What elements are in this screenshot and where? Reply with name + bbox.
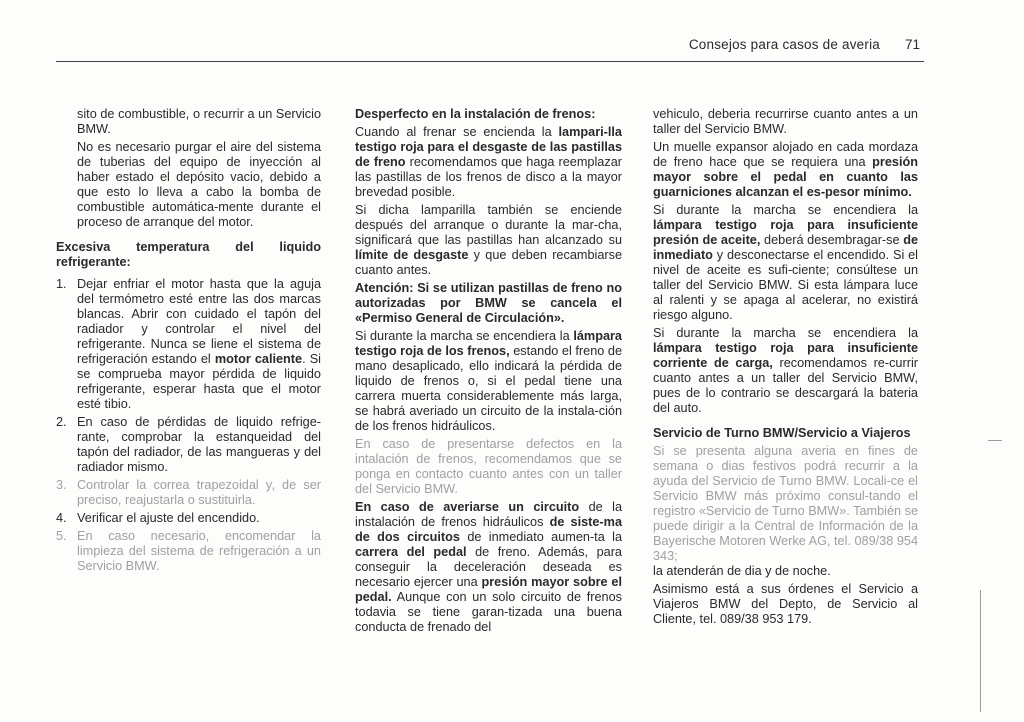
text-bold: de inmediato	[653, 233, 918, 262]
list-item	[56, 511, 321, 526]
text: Si durante la marcha se encendiera la	[653, 203, 918, 217]
list-number: 3.	[56, 478, 67, 492]
text-bold: de siste-ma de dos circuitos	[355, 515, 622, 544]
list-number: 5.	[56, 529, 67, 543]
scan-edge-dash	[988, 440, 1002, 441]
list-item	[56, 277, 321, 412]
paragraph: la atenderán de dia y de noche.	[653, 564, 831, 578]
text-bold: límite de desgaste	[355, 248, 469, 262]
text: y que deben recambiarse cuanto antes.	[355, 248, 623, 277]
list-text: En caso necesario, encomendar la limpieza del sistema de refrigeración a un Servicio BMW.	[77, 529, 321, 573]
text-bold: En caso de averiarse un circuito	[355, 500, 580, 514]
paragraph: Asimismo está a sus órdenes el Servicio a Viajeros BMW del Depto, de Servicio al Cliente, tel. 089/38 953 179.	[653, 582, 918, 626]
text-bold: Atención: Si se utilizan pastillas de freno no autorizadas por BMW se cancela el «Permiso General de Circulación».	[355, 281, 622, 325]
paragraph: vehiculo, deberia recurrirse cuanto antes a un taller del Servicio BMW.	[653, 107, 918, 136]
list-text: Controlar la correa trapezoidal y, de ser preciso, reajustarla o sustituirla.	[77, 478, 321, 507]
text-bold: carrera del pedal	[355, 545, 467, 559]
paragraph	[653, 326, 918, 416]
text-bold: presión mayor sobre el pedal.	[355, 575, 622, 604]
text-bold: lámpara testigo roja de los frenos,	[355, 329, 622, 358]
section-heading: Desperfecto en la instalación de frenos:	[355, 107, 596, 121]
section-heading: Servicio de Turno BMW/Servicio a Viajeros	[653, 426, 911, 440]
text-bold: lámpara testigo roja para insuficiente corriente de carga,	[653, 341, 918, 370]
header-rule	[56, 61, 924, 62]
paragraph: Si se presenta alguna averia en fines de semana o dias festivos podrá recurrir a la ayuda del Servicio de Turno BMW. Locali-ce el Servicio BMW más próximo consul-tando el registro «Servicio de Turno BMW». También se puede dirigir a la Central de Información de la Bayerische Motoren Werke AG, tel. 089/38 954 343;	[653, 444, 918, 563]
text: Si durante la marcha se encendiera la	[653, 326, 918, 340]
paragraph	[653, 140, 918, 200]
text: Aunque con un solo circuito de frenos todavia se tiene garan-tizada una buena conducta de frenado del	[355, 590, 622, 634]
text: Cuando al frenar se encienda la	[355, 125, 559, 139]
text-bold: lámpara testigo roja para insuficiente presión de aceite,	[653, 218, 918, 247]
paragraph	[355, 203, 622, 278]
header-title: Consejos para casos de averia	[688, 37, 880, 52]
text: y desconectarse el encendido. Si el nivel de aceite es sufi-ciente; consúltese un taller del Servicio BMW. Si esta lámpara luce al ralenti y se apaga al acelerar, no existirá riesgo alguno.	[653, 248, 918, 322]
text: recomendamos re-currir cuanto antes a un taller del Servicio BMW, pues de lo contrario se descargará la bateria del auto.	[653, 356, 918, 415]
list-text: Verificar el ajuste del encendido.	[77, 511, 260, 525]
section-heading: Excesiva temperatura del liquido refrigerante:	[56, 240, 321, 269]
text: Si durante la marcha se encendiera la	[355, 329, 574, 343]
column-middle	[355, 107, 622, 638]
list-item	[56, 478, 321, 508]
list-number: 1.	[56, 277, 67, 291]
text: recomendamos que haga reemplazar las pastillas de los frenos de disco a la mayor brevedad posible.	[355, 155, 622, 199]
column-left	[56, 107, 321, 577]
warning-paragraph	[355, 281, 622, 326]
text: de inmediato aumen-ta la	[459, 530, 623, 544]
list-item	[56, 415, 321, 475]
paragraph	[355, 500, 622, 635]
list-item	[56, 529, 321, 574]
paragraph: En caso de presentarse defectos en la intalación de frenos, recomendamos que se ponga en contacto cuanto antes con un taller del Servicio BMW.	[355, 437, 622, 496]
list-text: . Si se comprueba mayor pérdida de liquido refrigerante, esperar hasta que el motor esté tibio.	[77, 352, 321, 411]
text: de la instalación de frenos hidráulicos	[355, 500, 623, 529]
text: de freno. Además, para conseguir la deceleración deseada es necesario ejercer una	[355, 545, 622, 589]
paragraph	[355, 329, 622, 434]
list-number: 2.	[56, 415, 67, 429]
list-text: En caso de pérdidas de liquido refrige-rante, comprobar la estanqueidad del tapón del radiador, de las mangueras y del radiador mismo.	[77, 415, 321, 474]
list-number: 4.	[56, 511, 67, 525]
text: estando el freno de mano desaplicado, ello indicará la pérdida de liquido de frenos o, si el pedal tiene una carrera muerta considerablemente más larga, se habrá averiado un circuito de la instala-ción de los frenos hidráulicos.	[355, 344, 622, 433]
text: deberá desembragar-se	[760, 233, 904, 247]
list-text-bold: motor caliente	[214, 352, 303, 366]
text: Un muelle expansor alojado en cada mordaza de freno hace que se requiera una	[653, 140, 918, 169]
paragraph: sito de combustible, o recurrir a un Servicio BMW.	[77, 107, 321, 136]
paragraph	[355, 125, 622, 200]
list-text: Dejar enfriar el motor hasta que la aguja del termómetro esté entre las dos marcas blancas. Abrir con cuidado el tapón del radiador y controlar el nivel del refrigerante. Nunca se liene el sistema de refrigeración estando el	[77, 277, 321, 366]
numbered-list	[56, 277, 321, 574]
column-right	[653, 107, 918, 630]
scan-edge-line	[980, 590, 981, 712]
paragraph	[653, 203, 918, 323]
page-number: 71	[904, 37, 920, 52]
paragraph: No es necesario purgar el aire del sistema de tuberias del equipo de inyección al haber estado el depósito vacio, debido a que esto lo lleva a cabo la bomba de combustible automática-mente durante el proceso de arranque del motor.	[77, 140, 321, 229]
text-bold: presión mayor sobre el pedal en cuanto las guarniciones alcanzan el es-pesor mínimo.	[653, 155, 918, 199]
text: Si dicha lamparilla también se enciende después del arranque o durante la mar-cha, significará que las pastillas han alcanzado su	[355, 203, 622, 247]
text-bold: lampari-lla testigo roja para el desgaste de las pastillas de freno	[355, 125, 622, 169]
